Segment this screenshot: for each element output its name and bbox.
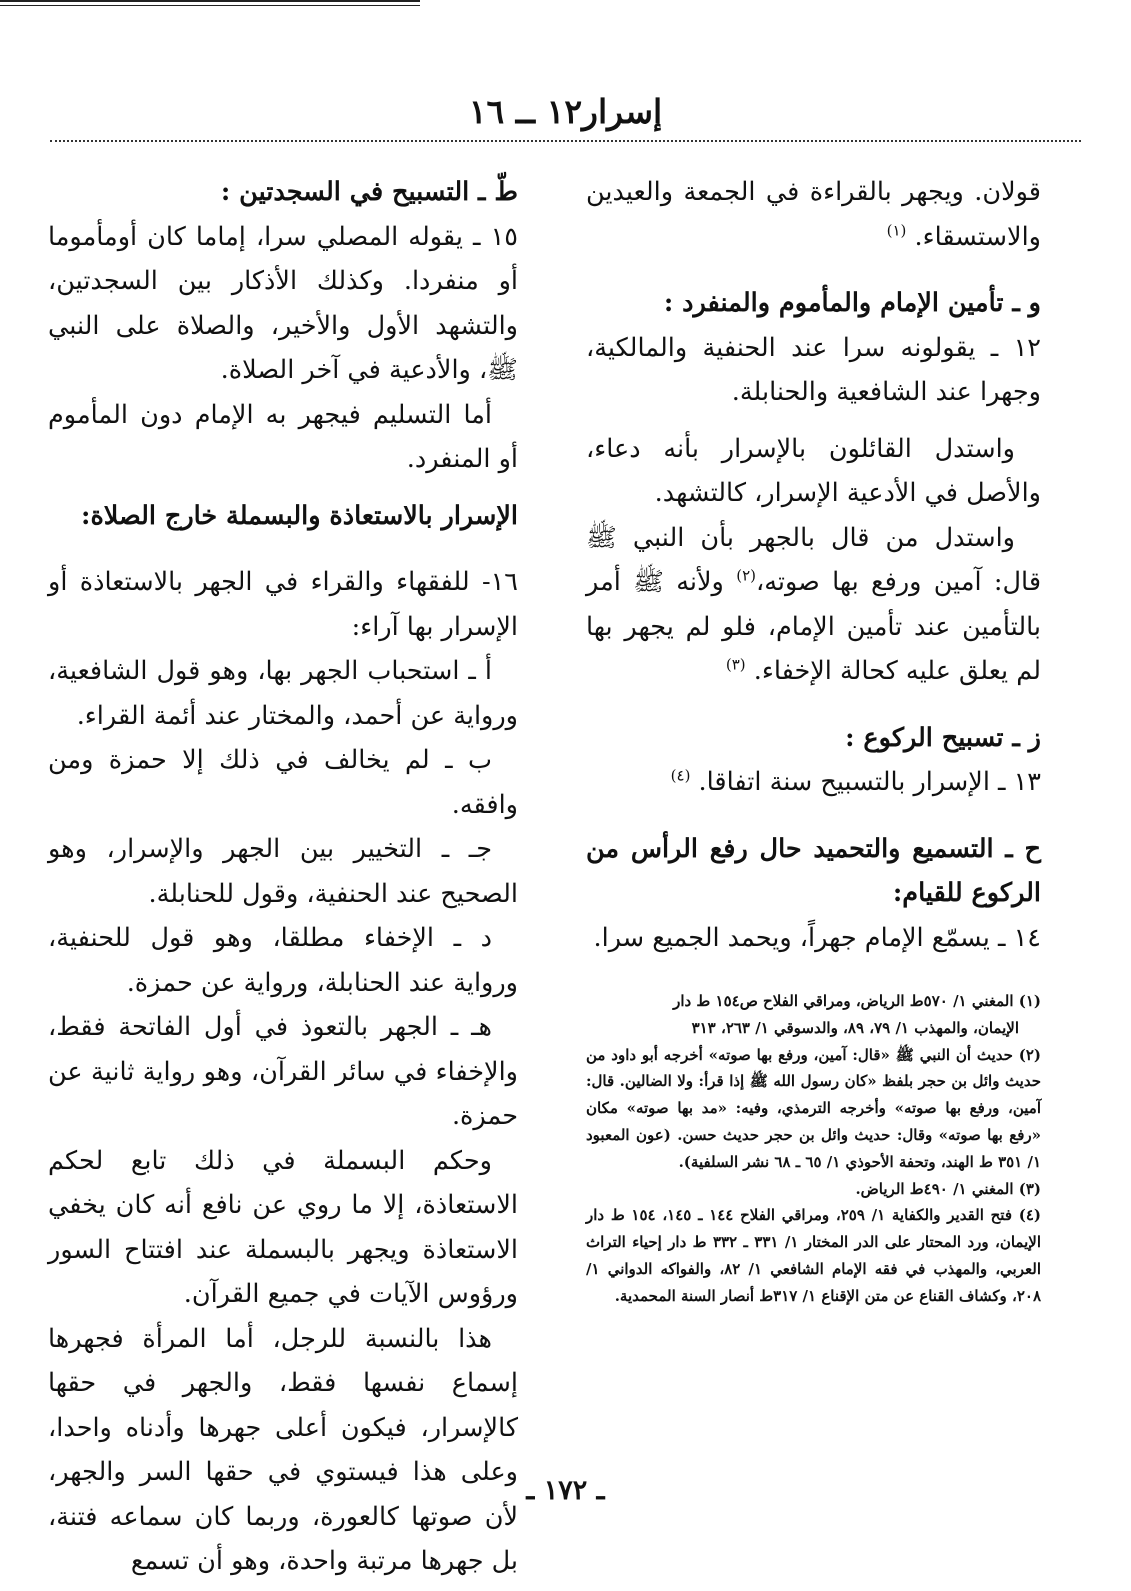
section-heading: الإسرار بالاستعاذة والبسملة خارج الصلاة: — [81, 500, 518, 531]
footnotes — [586, 988, 1041, 1310]
top-rule — [0, 0, 420, 6]
paragraph — [586, 170, 1041, 259]
paragraph: أ ـ استحباب الجهر بها، وهو قول الشافعية، ورواية عن أحمد، والمختار عند أئمة القراء. — [48, 656, 518, 731]
section-heading: ح ـ التسميع والتحميد حال رفع الرأس من الركوع للقيام: — [586, 833, 1041, 908]
paragraph: هـ ـ الجهر بالتعوذ في أول الفاتحة فقط، والإخفاء في سائر القرآن، وهو رواية ثانية عن حمزة. — [48, 1012, 518, 1131]
footnote-ref: (٤) — [670, 766, 691, 785]
section-heading: طّ ـ التسبيح في السجدتين : — [220, 177, 518, 207]
paragraph: ١٤ ـ يسمّع الإمام جهراً، ويحمد الجميع سرا. — [593, 922, 1041, 953]
footnote-continuation: الإيمان، والمهذب ١/ ٧٩، ٨٩، والدسوقي ١/ ٢٦٣، ٣١٣ — [691, 1018, 1019, 1037]
text-span: قولان. ويجهر بالقراءة في الجمعة والعيدين والاستسقاء. — [586, 177, 1041, 252]
footnote-ref: (٣) — [725, 655, 746, 674]
paragraph: وحكم البسملة في ذلك تابع لحكم الاستعاذة، إلا ما روي عن نافع أنه كان يخفي الاستعاذة ويجهر بالبسملة عند افتتاح السور ورؤوس الآيات في جميع القرآن. — [48, 1145, 518, 1309]
running-header: إسرار١٢ ــ ١٦ — [468, 92, 663, 131]
text-span: واستدل من قال بالجهر بأن النبي ﷺ قال: آمين ورفع بها صوته، — [586, 522, 1042, 597]
paragraph: أما التسليم فيجهر به الإمام دون المأموم أو المنفرد. — [48, 399, 518, 474]
footnote: (٣) المغني ١/ ٤٩٠ط الرياض. — [855, 1179, 1041, 1198]
paragraph: ١٦- للفقهاء والقراء في الجهر بالاستعاذة أو الإسرار بها آراء: — [48, 567, 518, 642]
paragraph — [586, 516, 1041, 694]
paragraph: هذا بالنسبة للرجل، أما المرأة فجهرها إسماع نفسها فقط، والجهر في حقها كالإسرار، فيكون أعلى جهرها وأدناه واحدا، وعلى هذا فيستوي في حقها السر والجهر، لأن صوتها كالعورة، وربما كان سماعه فتنة، بل جهرها مرتبة واحدة، وهو أن تسمع — [48, 1323, 518, 1576]
footnote: (٢) حديث أن النبي ﷺ «قال: آمين، ورفع بها صوته» أخرجه أبو داود من حديث وائل بن حجر بلفظ «كان رسول الله ﷺ إذا قرأ: ولا الضالين. قال: آمين، ورفع بها صوته» وأخرجه الترمذي، وفيه: «مد بها صوته» مكان «رفع بها صوته» وقال: حديث وائل بن حجر حديث حسن. (عون المعبود ١/ ٣٥١ ط الهند، وتحفة الأحوذي ١/ ٦٥ ـ ٦٨ نشر السلفية). — [586, 1045, 1041, 1171]
text-span: ١٣ ـ الإسرار بالتسبيح سنة اتفاقا. — [698, 767, 1041, 797]
paragraph: ١٢ ـ يقولونه سرا عند الحنفية والمالكية، وجهرا عند الشافعية والحنابلة. — [586, 332, 1041, 407]
text-span: ولأنه ﷺ أمر بالتأمين عند تأمين الإمام، فلو لم يجهر بها لم يعلق عليه كحالة الإخفاء. — [586, 567, 1041, 686]
paragraph: ب ـ لم يخالف في ذلك إلا حمزة ومن وافقه. — [48, 745, 518, 820]
paragraph — [586, 760, 1041, 805]
page-number: ـ ١٧٢ ـ — [526, 1475, 605, 1506]
right-column — [586, 170, 1041, 960]
paragraph: واستدل القائلون بالإسرار بأنه دعاء، والأصل في الأدعية الإسرار، كالتشهد. — [586, 433, 1041, 508]
footnote: (٤) فتح القدير والكفاية ١/ ٢٥٩، ومراقي الفلاح ١٤٤ ـ ١٤٥، ١٥٤ ط دار الإيمان، ورد المحتار على الدر المختار ١/ ٣٣١ ـ ٣٣٢ ط دار إحياء التراث العربي، والمهذب في فقه الإمام الشافعي ١/ ٨٢، والفواكه الدواني ١/ ٢٠٨، وكشاف القناع عن متن الإقناع ١/ ٣١٧ط أنصار السنة المحمدية. — [586, 1206, 1042, 1305]
paragraph: د ـ الإخفاء مطلقا، وهو قول للحنفية، ورواية عند الحنابلة، ورواية عن حمزة. — [48, 923, 518, 998]
footnote: (١) المغني ١/ ٥٧٠ط الرياض، ومراقي الفلاح ص١٥٤ ط دار — [673, 992, 1041, 1010]
paragraph: جـ ـ التخيير بين الجهر والإسرار، وهو الصحيح عند الحنفية، وقول للحنابلة. — [48, 834, 518, 909]
left-column — [48, 170, 518, 1584]
paragraph: ١٥ ـ يقوله المصلي سرا، إماما كان أومأموما أو منفردا. وكذلك الأذكار بين السجدتين، والتشهد الأول والأخير، والصلاة على النبي ﷺ، والأدعية في آخر الصلاة. — [48, 221, 518, 385]
header-dotted-rule — [50, 140, 1081, 142]
section-heading: و ـ تأمين الإمام والمأموم والمنفرد : — [663, 288, 1041, 318]
section-heading: ز ـ تسبيح الركوع : — [845, 722, 1041, 753]
footnote-ref: (١) — [886, 221, 907, 239]
footnote-ref: (٢) — [736, 566, 756, 585]
